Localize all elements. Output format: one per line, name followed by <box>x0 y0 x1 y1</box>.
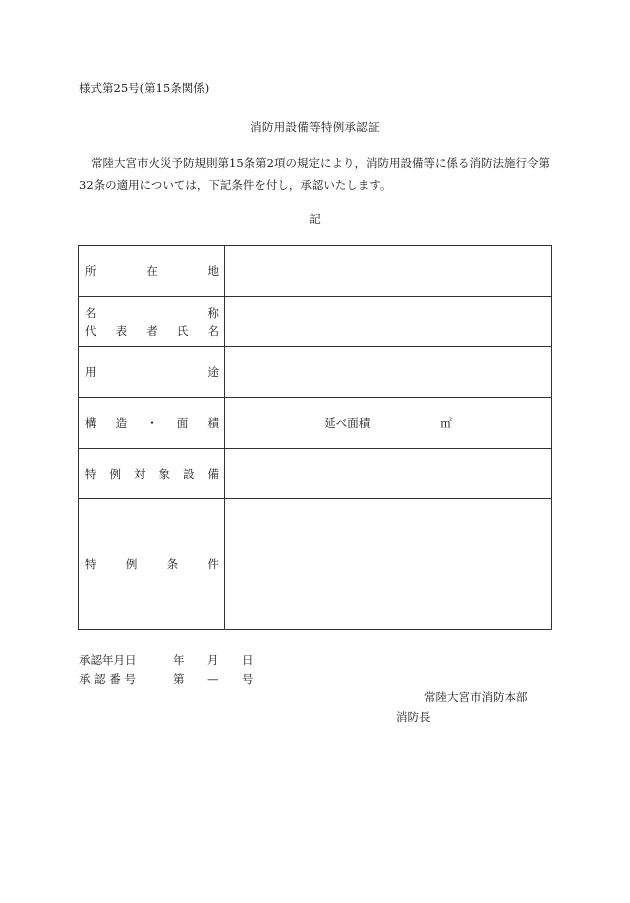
name-label <box>79 297 225 347</box>
form-number: 様式第25号(第15条関係) <box>79 81 210 95</box>
label-char: 途 <box>207 365 219 379</box>
special-conditions-label-chars <box>85 556 219 572</box>
label-char: 表 <box>115 323 128 338</box>
table-row-location <box>79 246 552 297</box>
square-meter-unit: ㎡ <box>440 416 452 430</box>
year-label: 年 <box>173 653 185 667</box>
purpose-value[interactable] <box>225 347 552 398</box>
label-char: 積 <box>207 416 219 430</box>
approval-date-label: 承認年月日 <box>79 653 137 667</box>
label-char: 設 <box>183 466 195 481</box>
approval-date-line <box>79 652 254 668</box>
label-char: 例 <box>125 557 138 571</box>
special-equipment-label-chars <box>85 466 219 482</box>
label-char: 用 <box>85 365 97 379</box>
table-row-purpose <box>79 347 552 398</box>
label-char: 名 <box>85 305 97 320</box>
purpose-label-chars <box>85 364 219 380</box>
structure-area-label-chars <box>85 415 219 431</box>
document-title: 消防用設備等特例承認証 <box>250 120 380 134</box>
label-char: 象 <box>158 466 170 481</box>
special-equipment-value[interactable] <box>225 449 552 499</box>
total-floor-area-label: 延べ面積 <box>324 416 371 430</box>
table-row-name <box>79 297 552 347</box>
label-char: 所 <box>85 264 97 278</box>
label-char: ・ <box>146 416 158 430</box>
approval-number-label: 承 認 番 号 <box>79 672 136 686</box>
body-paragraph-text: 常陸大宮市火災予防規則第15条第2項の規定により，消防用設備等に係る消防法施行令第32条の適用については，下記条件を付し，承認いたします。 <box>79 156 550 192</box>
go-label: 号 <box>242 672 254 686</box>
approval-table <box>78 245 552 630</box>
purpose-label <box>79 347 225 398</box>
label-char: 代 <box>85 323 97 338</box>
approval-number-line <box>79 671 254 687</box>
structure-area-value[interactable] <box>225 398 552 449</box>
dai-label: 第 <box>173 672 185 686</box>
table-row-structure-area <box>79 398 552 449</box>
label-char: 構 <box>85 416 97 430</box>
location-label <box>79 246 225 297</box>
special-equipment-label <box>79 449 225 499</box>
label-char: 称 <box>207 305 219 320</box>
label-char: 面 <box>176 416 189 430</box>
label-char: 特 <box>85 466 97 481</box>
day-label: 日 <box>242 653 254 667</box>
label-char: 件 <box>207 557 219 571</box>
fire-department-name: 常陸大宮市消防本部 <box>424 690 528 704</box>
table-row-special-equipment <box>79 449 552 499</box>
label-char: 者 <box>146 323 158 338</box>
special-conditions-value[interactable] <box>225 499 552 630</box>
label-char: 対 <box>134 466 146 481</box>
ki-heading: 記 <box>309 212 321 226</box>
dash-label: — <box>207 672 219 686</box>
body-paragraph <box>79 152 557 196</box>
label-char: 名 <box>207 323 219 338</box>
fire-chief-title: 消防長 <box>396 710 431 724</box>
name-label-line-2 <box>85 323 219 339</box>
structure-area-label <box>79 398 225 449</box>
table-row-special-conditions <box>79 499 552 630</box>
location-label-chars <box>85 263 219 279</box>
label-char: 地 <box>207 264 219 278</box>
label-char: 在 <box>146 264 158 278</box>
special-conditions-label <box>79 499 225 630</box>
name-label-lines <box>85 305 219 339</box>
name-label-line-1 <box>85 305 219 321</box>
location-value[interactable] <box>225 246 552 297</box>
label-char: 条 <box>166 557 179 571</box>
label-char: 備 <box>207 466 219 481</box>
month-label: 月 <box>207 653 219 667</box>
label-char: 例 <box>109 466 121 481</box>
label-char: 特 <box>85 557 97 571</box>
label-char: 氏 <box>176 323 189 338</box>
name-value[interactable] <box>225 297 552 347</box>
label-char: 造 <box>115 416 128 430</box>
